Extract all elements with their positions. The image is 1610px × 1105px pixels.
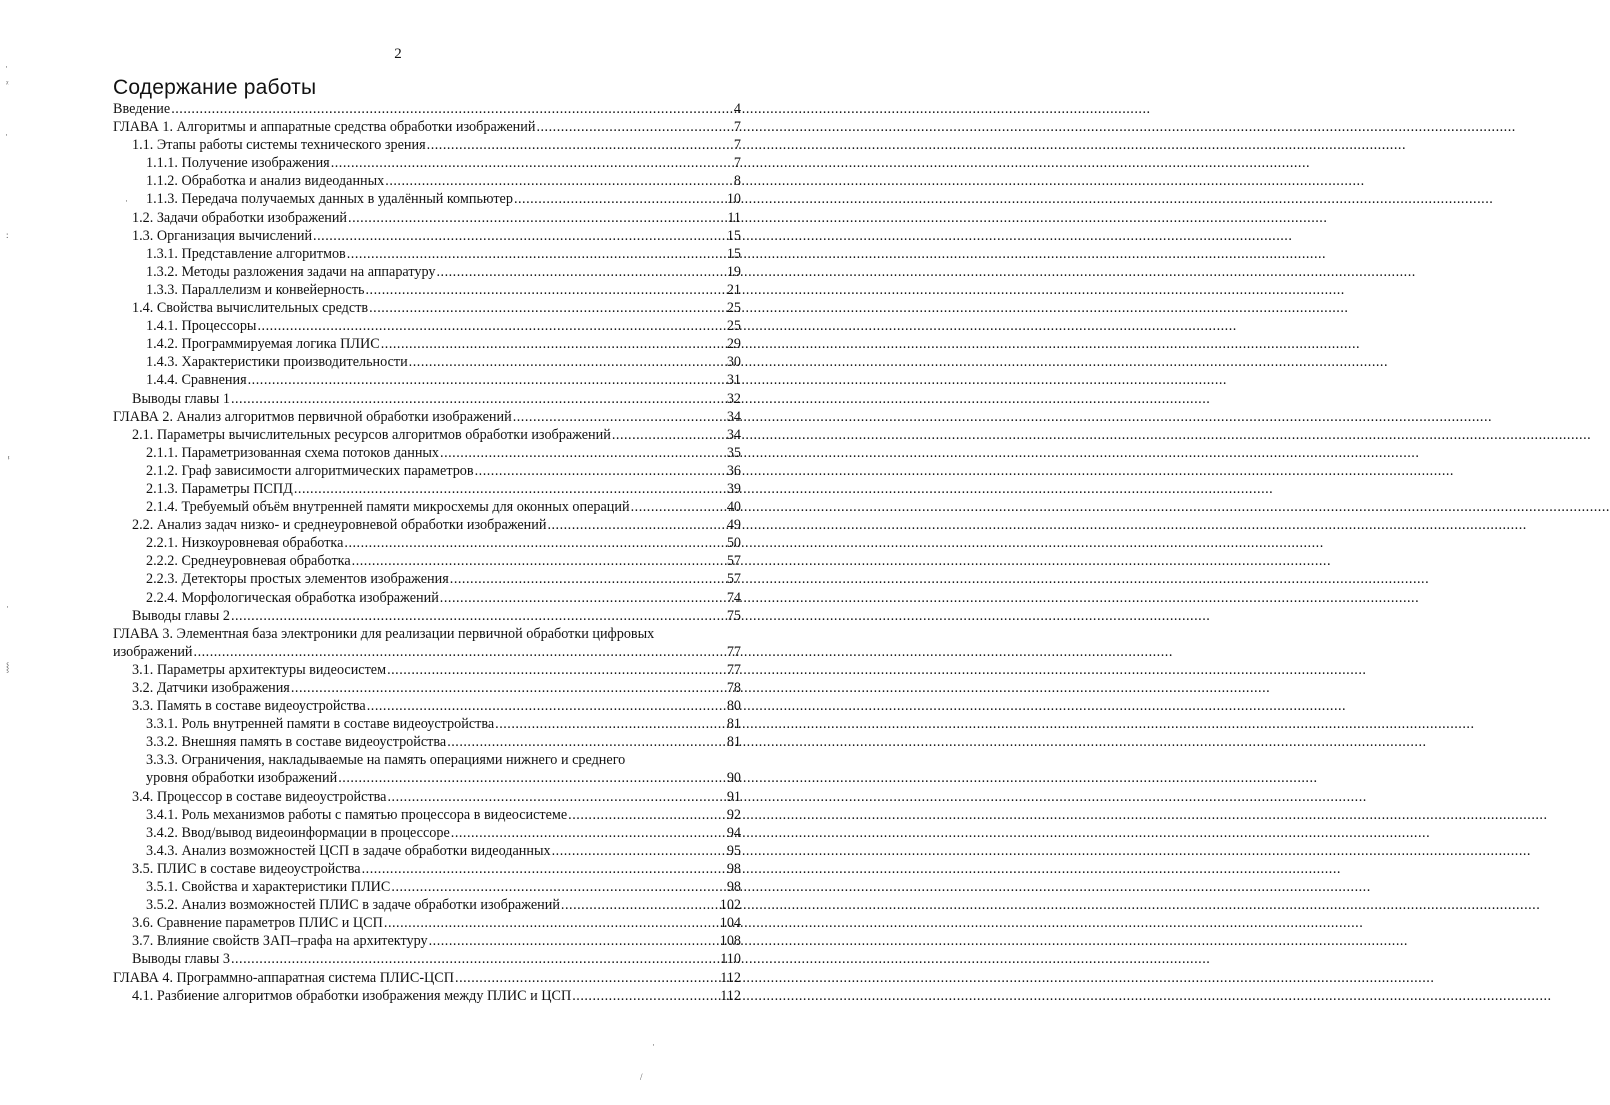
- dot-leader: [338, 769, 726, 787]
- toc-page-number: 32: [726, 390, 741, 407]
- toc-entry: [113, 100, 741, 118]
- dot-leader: [381, 335, 726, 353]
- toc-page-number: 91: [726, 788, 741, 805]
- toc-entry: [113, 932, 741, 950]
- dot-leader: [409, 353, 726, 371]
- dot-leader: [568, 806, 726, 824]
- toc-page-number: 75: [726, 607, 741, 624]
- toc-entry-title: 1.4.3. Характеристики производительности: [146, 354, 408, 371]
- toc-entry: [113, 209, 741, 227]
- dot-leader: [572, 987, 719, 1005]
- dot-leader: [367, 697, 726, 715]
- dot-leader: [352, 552, 726, 570]
- toc-entry-title: Выводы главы 2: [132, 607, 230, 624]
- toc-entry: [113, 625, 741, 661]
- toc-entry: [113, 281, 741, 299]
- toc-entry-title: 1.4.4. Сравнения: [146, 372, 247, 389]
- toc-page-number: 94: [726, 824, 741, 841]
- dot-leader: [171, 100, 733, 118]
- dot-leader: [369, 299, 726, 317]
- toc-page-number: 81: [726, 716, 741, 733]
- toc-entry: [113, 842, 741, 860]
- dot-leader: [257, 317, 725, 335]
- toc-entry-line: [146, 769, 741, 787]
- toc-entry-title: 2.2.4. Морфологическая обработка изображений: [146, 589, 439, 606]
- toc-page-number: 30: [726, 354, 741, 371]
- toc-entry: [113, 227, 741, 245]
- dot-leader: [347, 245, 726, 263]
- toc-entry-title: 3.5.1. Свойства и характеристики ПЛИС: [146, 879, 391, 896]
- toc-entry-title: 1.4.2. Программируемая логика ПЛИС: [146, 336, 380, 353]
- toc-page-number: 104: [719, 915, 741, 932]
- toc-entry: [113, 390, 741, 408]
- toc-entry-title: 2.1.1. Параметризованная схема потоков данных: [146, 444, 440, 461]
- toc-page-number: 29: [726, 336, 741, 353]
- toc-entry: [113, 172, 741, 190]
- dot-leader: [429, 932, 719, 950]
- toc-entry: [113, 697, 741, 715]
- toc-entry-title: 1.3.2. Методы разложения задачи на аппаратуру: [146, 263, 436, 280]
- toc-entry: [113, 661, 741, 679]
- toc-page-number: 40: [726, 499, 741, 516]
- toc-entry-title: 3.3. Память в составе видеоустройства: [132, 698, 366, 715]
- toc-entry-title: 1.1. Этапы работы системы технического зрения: [132, 137, 426, 154]
- toc-entry-title: 2.2.2. Среднеуровневая обработка: [146, 553, 351, 570]
- dot-leader: [440, 589, 726, 607]
- toc-entry-title: 3.4.2. Ввод/вывод видеоинформации в процессоре: [146, 824, 450, 841]
- toc-page-number: 25: [726, 318, 741, 335]
- toc-entry: [113, 317, 741, 335]
- toc-page-number: 112: [720, 969, 741, 986]
- toc-page-number: 57: [726, 553, 741, 570]
- toc-entry-title: 1.3.1. Представление алгоритмов: [146, 245, 346, 262]
- toc-entry-title: Выводы главы 3: [132, 951, 230, 968]
- dot-leader: [631, 498, 726, 516]
- toc-page-number: 19: [726, 263, 741, 280]
- toc-entry: [113, 154, 741, 172]
- dot-leader: [344, 534, 725, 552]
- toc-page-number: 34: [726, 408, 741, 425]
- toc-entry-title: 1.2. Задачи обработки изображений: [132, 209, 348, 226]
- toc-page-number: 25: [726, 300, 741, 317]
- toc-entry: [113, 480, 741, 498]
- toc-entry-title: 2.2.1. Низкоуровневая обработка: [146, 535, 344, 552]
- toc-entry-title-cont: уровня обработки изображений: [146, 770, 338, 787]
- dot-leader: [427, 136, 733, 154]
- toc-entry: [113, 371, 741, 389]
- toc-entry: [113, 426, 741, 444]
- toc-entry-title: 1.1.1. Получение изображения: [146, 155, 330, 172]
- toc-page-number: 98: [726, 860, 741, 877]
- toc-entry: [113, 824, 741, 842]
- toc-page-number: 95: [726, 842, 741, 859]
- toc-page-number: 57: [726, 571, 741, 588]
- toc-page-number: 77: [726, 643, 741, 660]
- dot-leader: [387, 661, 726, 679]
- toc-page-number: 80: [726, 698, 741, 715]
- toc-entry-title: 3.6. Сравнение параметров ПЛИС и ЦСП: [132, 915, 383, 932]
- toc-page-number: 31: [726, 372, 741, 389]
- toc-entry: [113, 914, 741, 932]
- dot-leader: [451, 824, 726, 842]
- toc-entry-title: 2.2. Анализ задач низко- и среднеуровневой обработки изображений: [132, 517, 547, 534]
- toc-entry: [113, 263, 741, 281]
- toc-entry-title: 3.4. Процессор в составе видеоустройства: [132, 788, 387, 805]
- toc-page-number: 34: [726, 426, 741, 443]
- toc-page-number: 112: [720, 987, 741, 1004]
- dot-leader: [514, 190, 726, 208]
- toc-page-number: 50: [726, 535, 741, 552]
- toc-page-number: 7: [733, 155, 741, 172]
- dot-leader: [384, 914, 719, 932]
- toc-entry: [113, 118, 741, 136]
- toc-entry-title: 3.3.2. Внешняя память в составе видеоустройства: [146, 734, 447, 751]
- toc-entry-title: 3.3.1. Роль внутренней памяти в составе видеоустройства: [146, 716, 495, 733]
- toc-entry: [113, 570, 741, 588]
- toc-entry: [113, 552, 741, 570]
- toc-entry-line: [113, 643, 741, 661]
- toc-entry: [113, 715, 741, 733]
- toc-page-number: 102: [719, 897, 741, 914]
- toc-entry: [113, 788, 741, 806]
- toc-entry: [113, 299, 741, 317]
- toc-entry: [113, 733, 741, 751]
- toc-entry: [113, 534, 741, 552]
- toc-entry: [113, 950, 741, 968]
- toc-page-number: 11: [727, 209, 741, 226]
- toc-entry: [113, 462, 741, 480]
- toc-entry-title: Введение: [113, 101, 171, 117]
- toc-page-number: 15: [726, 245, 741, 262]
- toc-entry-title: ГЛАВА 1. Алгоритмы и аппаратные средства обработки изображений: [113, 119, 536, 136]
- toc-entry-title: 1.1.2. Обработка и анализ видеоданных: [146, 173, 385, 190]
- toc-page-number: 110: [720, 951, 741, 968]
- toc-entry: [113, 878, 741, 896]
- toc-entry-title: 2.2.3. Детекторы простых элементов изображения: [146, 571, 449, 588]
- dot-leader: [248, 371, 726, 389]
- dot-leader: [513, 408, 726, 426]
- toc-entry-title: 1.4. Свойства вычислительных средств: [132, 300, 369, 317]
- dot-leader: [391, 878, 725, 896]
- toc-page-number: 8: [733, 173, 741, 190]
- toc-entry-title: 4.1. Разбиение алгоритмов обработки изображения между ПЛИС и ЦСП: [132, 987, 572, 1004]
- dot-leader: [385, 172, 733, 190]
- toc-entry: [113, 444, 741, 462]
- toc-page-number: 35: [726, 444, 741, 461]
- toc-entry: [113, 751, 741, 787]
- toc-entry-title: ГЛАВА 3. Элементная база электроники для реализации первичной обработки цифровых: [113, 625, 655, 642]
- toc-entry-title: ГЛАВА 4. Программно-аппаратная система ПЛИС-ЦСП: [113, 969, 455, 986]
- toc-entry-title: 1.1.3. Передача получаемых данных в удалённый компьютер: [146, 191, 513, 208]
- toc-entry-title: 3.3.3. Ограничения, накладываемые на память операциями нижнего и среднего: [146, 752, 626, 769]
- toc-page-number: 15: [726, 227, 741, 244]
- page-number: 2: [394, 46, 402, 62]
- dot-leader: [552, 842, 726, 860]
- toc-entry-title-cont: изображений: [113, 643, 193, 660]
- toc-entry-title: 3.4.3. Анализ возможностей ЦСП в задаче обработки видеоданных: [146, 842, 551, 859]
- toc-page-number: 78: [726, 680, 741, 696]
- toc-entry-title: 3.4.1. Роль механизмов работы с памятью процессора в видеосистеме: [146, 806, 568, 823]
- toc-entry-title: 1.3. Организация вычислений: [132, 227, 313, 244]
- toc-page-number: 7: [733, 119, 741, 136]
- toc-entry: [113, 679, 741, 697]
- toc-page-number: 108: [719, 933, 741, 950]
- toc-page-number: 92: [726, 806, 741, 823]
- toc-entry: [113, 607, 741, 625]
- table-of-contents: [113, 100, 741, 1005]
- toc-entry: [113, 860, 741, 878]
- dot-leader: [194, 643, 726, 661]
- toc-entry-title: 3.5.2. Анализ возможностей ПЛИС в задаче обработки изображений: [146, 897, 560, 914]
- toc-entry: [113, 335, 741, 353]
- dot-leader: [495, 715, 726, 733]
- toc-entry: [113, 190, 741, 208]
- dot-leader: [440, 444, 726, 462]
- toc-page-number: 7: [733, 137, 741, 154]
- toc-page-number: 39: [726, 480, 741, 497]
- toc-page-number: 74: [726, 589, 741, 606]
- toc-entry-title: 3.1. Параметры архитектуры видеосистем: [132, 661, 387, 678]
- toc-entry: [113, 516, 741, 534]
- toc-entry-title: 2.1. Параметры вычислительных ресурсов алгоритмов обработки изображений: [132, 426, 611, 443]
- toc-entry: [113, 136, 741, 154]
- toc-page-number: 81: [726, 734, 741, 751]
- dot-leader: [561, 896, 719, 914]
- dot-leader: [366, 281, 726, 299]
- dot-leader: [387, 788, 725, 806]
- toc-page-number: 77: [726, 661, 741, 678]
- toc-page-number: 98: [726, 879, 741, 896]
- dot-leader: [348, 209, 726, 227]
- toc-entry: [113, 589, 741, 607]
- dot-leader: [291, 679, 726, 697]
- toc-page-number: 10: [726, 191, 741, 208]
- toc-entry-title: 3.7. Влияние свойств ЗАП–графа на архитектуру: [132, 933, 428, 950]
- dot-leader: [547, 516, 725, 534]
- dot-leader: [362, 860, 726, 878]
- dot-leader: [231, 950, 719, 968]
- page-title: Содержание работы: [113, 76, 317, 99]
- toc-entry-title: 1.4.1. Процессоры: [146, 318, 257, 335]
- toc-entry-title: 3.2. Датчики изображения: [132, 680, 290, 696]
- toc-entry-title: 2.1.4. Требуемый объём внутренней памяти микросхемы для оконных операций: [146, 499, 630, 516]
- toc-entry: [113, 806, 741, 824]
- toc-entry: [113, 353, 741, 371]
- toc-entry-title: 2.1.2. Граф зависимости алгоритмических параметров: [146, 462, 474, 479]
- dot-leader: [612, 426, 726, 444]
- dot-leader: [475, 462, 726, 480]
- toc-entry: [113, 987, 741, 1005]
- dot-leader: [294, 480, 726, 498]
- toc-entry-title: Выводы главы 1: [132, 390, 230, 407]
- dot-leader: [536, 118, 732, 136]
- toc-entry: [113, 245, 741, 263]
- dot-leader: [231, 607, 726, 625]
- dot-leader: [313, 227, 726, 245]
- toc-entry: [113, 498, 741, 516]
- toc-entry-title: 3.5. ПЛИС в составе видеоустройства: [132, 860, 361, 877]
- dot-leader: [455, 969, 719, 987]
- toc-entry-title: 1.3.3. Параллелизм и конвейерность: [146, 281, 365, 298]
- dot-leader: [436, 263, 725, 281]
- dot-leader: [331, 154, 733, 172]
- dot-leader: [231, 390, 726, 408]
- toc-entry: [113, 896, 741, 914]
- toc-page-number: 90: [726, 770, 741, 787]
- toc-page-number: 49: [726, 517, 741, 534]
- toc-entry: [113, 408, 741, 426]
- toc-entry-title: ГЛАВА 2. Анализ алгоритмов первичной обработки изображений: [113, 408, 512, 425]
- toc-entry: [113, 969, 741, 987]
- toc-page-number: 36: [726, 462, 741, 479]
- dot-leader: [450, 570, 726, 588]
- toc-page-number: 21: [726, 281, 741, 298]
- toc-entry-title: 2.1.3. Параметры ПСПД: [146, 480, 293, 497]
- dot-leader: [447, 733, 726, 751]
- toc-page-number: 4: [733, 101, 741, 117]
